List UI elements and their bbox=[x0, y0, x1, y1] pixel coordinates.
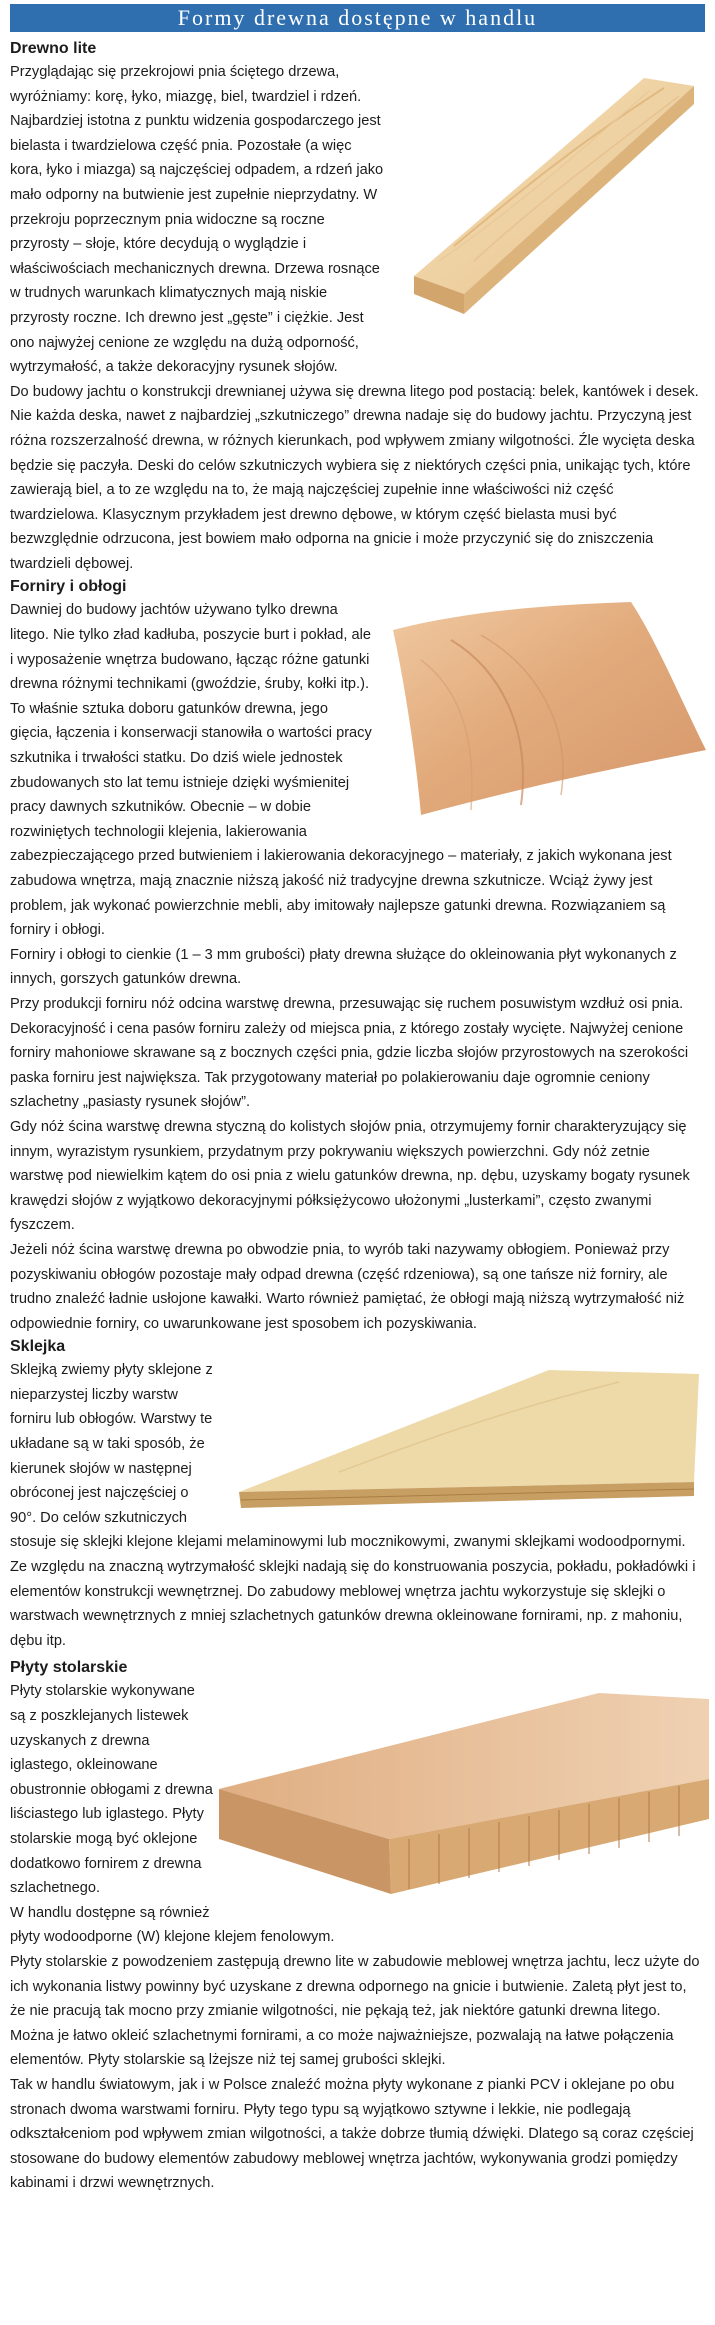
section-heading: Sklejka bbox=[10, 1338, 66, 1356]
paragraph: W handlu dostępne są również płyty wodoodporne (W) klejone klejem fenolowym. bbox=[10, 1904, 335, 1946]
section-forniry bbox=[10, 576, 705, 1336]
plywood-sheet-image bbox=[219, 1362, 709, 1512]
section-drewno-lite bbox=[10, 38, 705, 576]
paragraph: Dawniej do budowy jachtów używano tylko drewna litego. Nie tylko zład kadłuba, poszycie burt i pokład, ale i wyposażenie wnętrza budowano, łącząc różne gatunki drewna różnymi technikami (gwoździe, śruby, kołki itp.). To właśnie sztuka doboru gatunków drewna, jego gięcia, łączenia i konserwacji stanowiła o wartości pracy szkutnika i trwałości statku. Do dziś wiele jednostek zbudowanych sto lat temu istnieje dzięki wyśmienitej pracy dawnych szkutników. Obecnie – w dobie rozwiniętych technologii klejenia, lakierowania zabezpieczającego przed butwieniem i lakierowania dekoracyjnego – materiały, z jakich wykonana jest zabudowa wnętrza, mają znacznie niższą jakość niż tradycyjne drewna szkutnicze. Wciąż żywy jest problem, jak wykonać powierzchnie mebli, aby imitowały najlepsze gatunki drewna. Rozwiązaniem są forniry i obłogi. bbox=[10, 602, 672, 939]
page-title: Formy drewna dostępne w handlu bbox=[10, 4, 705, 32]
section-heading: Płyty stolarskie bbox=[10, 1659, 128, 1677]
veneer-sheet-image bbox=[381, 600, 711, 820]
paragraph: Do budowy jachtu o konstrukcji drewnianej używa się drewna litego pod postacią: belek, kantówek i desek. Nie każda deska, nawet z najbardziej „szkutniczego” drewna nadaje się do budowy jachtu. Przyczyną jest różna rozszerzalność drewna, w różnych kierunkach, pod wpływem zmiany wilgotności. Źle wycięta deska będzie się paczyła. Deski do celów szkutniczych wybiera się z niektórych części pnia, unikając tych, które zawierają biel, a to ze względu na to, że mają najczęściej zupełnie inne właściwości niż część twardzielowa. Klasycznym przykładem jest drewno dębowe, w którym część bielasta musi być bezwzględnie odrzucona, jest bowiem mało odporna na gnicie i może przyczynić się do zniszczenia twardzieli dębowej. bbox=[10, 383, 699, 572]
paragraph: Tak w handlu światowym, jak i w Polsce znaleźć można płyty wykonane z pianki PCV i oklejane po obu stronach dwoma warstwami forniru. Płyty tego typu są wyjątkowo sztywne i lekkie, nie podlegają odkształceniom pod wpływem zmian wilgotności, a także dobrze tłumią dźwięki. Dlatego są coraz częściej stosowane do budowy elementów zabudowy meblowej wnętrza jachtów, wykonywania grodzi pomiędzy kabinami i drzwi wewnętrznych. bbox=[10, 2076, 694, 2192]
paragraph: Forniry i obłogi to cienkie (1 – 3 mm grubości) płaty drewna służące do okleinowania płyt wykonanych z innych, gorszych gatunków drewna. bbox=[10, 946, 677, 988]
paragraph: Płyty stolarskie z powodzeniem zastępują drewno lite w zabudowie meblowej wnętrza jachtu, lecz użyte do ich wykonania listwy powinny być uzyskane z drewna odpornego na gnicie i butwienie. Zaletą płyt jest to, że nie pracują tak mocno przy zmianie wilgotności, nie pękają też, jak niektóre gatunki drewna litego. Można je łatwo okleić szlachetnymi fornirami, a co może najważniejsze, pozwalają na łatwe połączenia elementów. Płyty stolarskie są lżejsze niż tej samej grubości sklejki. bbox=[10, 1953, 700, 2069]
section-heading: Forniry i obłogi bbox=[10, 578, 127, 596]
paragraph: Gdy nóż ścina warstwę drewna styczną do kolistych słojów pnia, otrzymujemy fornir charakteryzujący się innym, wyrazistym rysunkiem, przydatnym przy pokrywaniu większych powierzchni. Gdy nóż zetnie warstwę pod niewielkim kątem do osi pnia z wielu gatunków drewna, np. dębu, uzyskamy bogaty rysunek krawędzi słojów z wyjątkowo dekoracyjnymi półksiężycowo ułożonymi „lusterkami”, często zwanymi fyszczem. bbox=[10, 1118, 690, 1234]
paragraph: Przy produkcji forniru nóż odcina warstwę drewna, przesuwając się ruchem posuwistym wzdłuż osi pnia. Dekoracyjność i cena pasów forniru zależy od miejsca pnia, z którego zostały wycięte. Najwyżej cenione forniry mahoniowe skrawane są z bocznych części pnia, gdzie liczba słojów przyrostowych na szerokości paska forniru jest największa. Tak przygotowany materiał po polakierowaniu daje ogromnie ceniony szlachetny „pasiasty rysunek słojów”. bbox=[10, 995, 689, 1111]
paragraph: Przyglądając się przekrojowi pnia ściętego drzewa, wyróżniamy: korę, łyko, miazgę, biel, twardziel i rdzeń. Najbardziej istotna z punktu widzenia gospodarczego jest bielasta i twardzielowa część pnia. Pozostałe (a więc kora, łyko i miazga) są najczęściej odpadem, a rdzeń jako mało odporny na butwienie jest zupełnie nieprzydatny. W przekroju poprzecznym pnia widoczne są roczne przyrosty – słoje, które decydują o wyglądzie i właściwościach mechanicznych drewna. Drzewa rosnące w trudnych warunkach klimatycznych mają niskie przyrosty roczne. Ich drewno jest „gęste” i ciężkie. Jest ono najwyżej cenione ze względu na dużą odporność, wytrzymałość, a także dekoracyjny rysunek słojów. bbox=[10, 64, 384, 376]
paragraph: Płyty stolarskie wykonywane są z poszklejanych listewek uzyskanych z drewna iglastego, okleinowane obustronnie obłogami z drewna liściastego lub iglastego. Płyty stolarskie mogą być oklejone dodatkowo fornirem z drewna szlachetnego. bbox=[10, 1683, 213, 1897]
article bbox=[10, 0, 705, 2196]
blockboard-image bbox=[219, 1689, 709, 1899]
section-heading: Drewno lite bbox=[10, 40, 97, 57]
solid-wood-plank-image bbox=[394, 66, 709, 336]
paragraph: Sklejką zwiemy płyty sklejone z nieparzystej liczby warstw forniru lub obłogów. Warstwy te układane są w taki sposób, że kierunek słojów w następnej obróconej jest najczęściej o 90°. Do celów szkutniczych stosuje się sklejki klejone klejami melaminowymi lub mocznikowymi, zwanymi sklejkami wodoodpornymi. Ze względu na znaczną wytrzymałość sklejki nadają się do konstruowania poszycia, pokładu, pokładówki i elementów konstrukcji wewnętrznej. Do zabudowy meblowej wnętrza jachtu wykorzystuje się sklejki o warstwach wewnętrznych z mniej szlachetnych gatunków drewna okleinowane fornirami, np. z mahoniu, dębu itp. bbox=[10, 1362, 696, 1649]
paragraph: Jeżeli nóż ścina warstwę drewna po obwodzie pnia, to wyrób taki nazywamy obłogiem. Ponieważ przy pozyskiwaniu obłogów pozostaje mały odpad drewna (część rdzeniowa), są one tańsze niż forniry, ale trudno znaleźć ładnie usłojone kawałki. Warto również pamiętać, że obłogi mają niższą wytrzymałość niż odpowiednie forniry, co uwarunkowane jest sposobem ich pozyskiwania. bbox=[10, 1241, 685, 1332]
section-sklejka bbox=[10, 1336, 705, 1653]
section-plyty-stolarskie bbox=[10, 1657, 705, 2195]
